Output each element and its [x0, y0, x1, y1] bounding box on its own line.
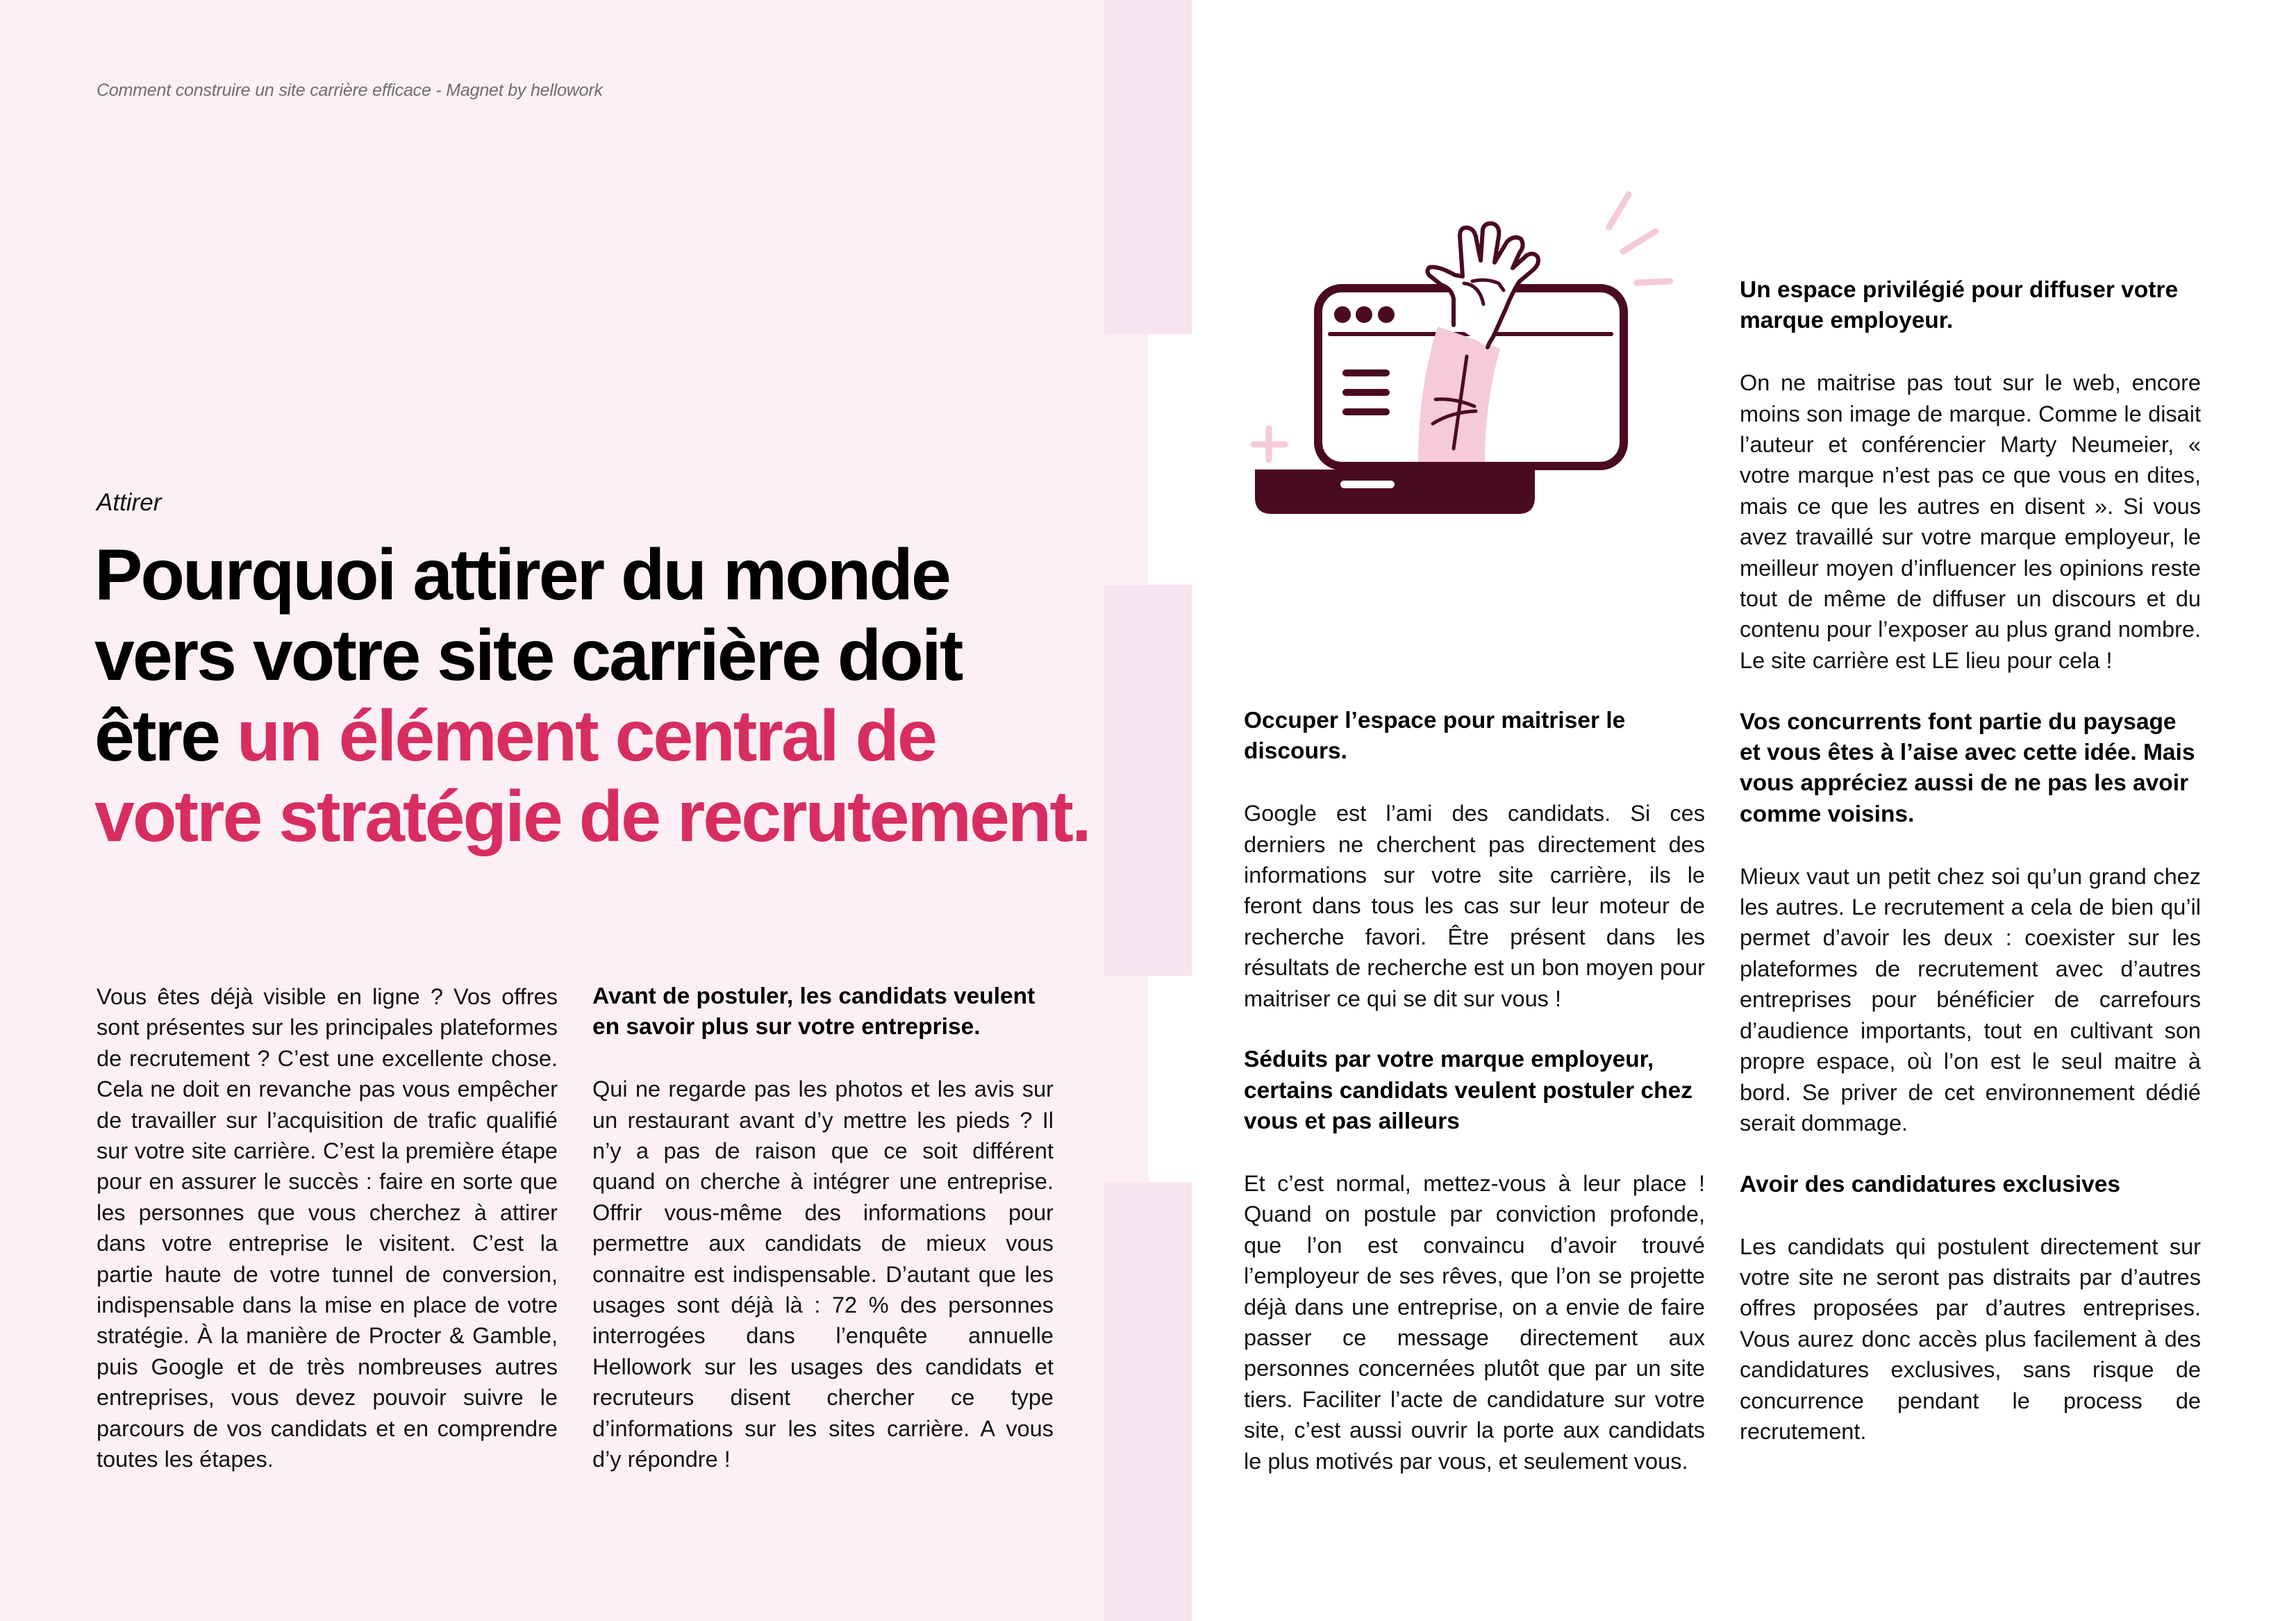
subheading: Un espace privilégié pour diffuser votre marque employeur. — [1740, 277, 2179, 334]
body-paragraph: Mieux vaut un petit chez soi qu’un grand chez les autres. Le recrutement a cela de bien qu’il permet d’avoir les deux : coexister sur les plateformes de recrutement avec d’autres entreprises pour bénéficier de carrefours d’audience importants, tout en cultivant son propre espace, où l’on est le seul maitre à bord. Se priver de cet environnement dédié serait dommage. — [1740, 863, 2201, 1136]
body-paragraph: Vous êtes déjà visible en ligne ? Vos offres sont présentes sur les principales plateformes de recrutement ? C’est une excellente chose. Cela ne doit en revanche pas vous empêcher de travailler sur l’acquisition de trafic qualifié sur votre site carrière. C’est la première étape pour en assurer le succès : faire en sorte que les personnes que vous cherchez à attirer dans votre entreprise le visitent. C’est la partie haute de votre tunnel de conversion, indispensable dans la mise en place de votre stratégie. À la manière de Procter & Gamble, puis Google et de très nombreuses autres entreprises, vous devez pouvoir suivre le parcours de vos candidats et en comprendre toutes les étapes. — [97, 984, 558, 1472]
page-title — [94, 535, 1101, 857]
subheading: Occuper l’espace pour maitriser le discours. — [1244, 708, 1626, 765]
decorative-strip — [1104, 1182, 1192, 1621]
running-header: Comment construire un site carrière efficace - Magnet by hellowork — [97, 81, 603, 100]
laptop-with-waving-hand-icon — [1243, 160, 1688, 611]
subheading: Séduits par votre marque employeur, certains candidats veulent postuler chez vous et pas ailleurs — [1244, 1047, 1693, 1135]
subheading: Vos concurrents font partie du paysage et vous êtes à l’aise avec cette idée. Mais vous appréciez aussi de ne pas les avoir comme voisins. — [1740, 708, 2195, 827]
subheading: Avant de postuler, les candidats veulent en savoir plus sur votre entreprise. — [592, 983, 1035, 1040]
subheading: Avoir des candidatures exclusives — [1740, 1171, 2121, 1197]
text-column-3 — [1244, 706, 1705, 1477]
text-column-1 — [97, 981, 558, 1475]
body-paragraph: Google est l’ami des candidats. Si ces derniers ne cherchent pas directement des informations sur votre site carrière, ils le feront dans tous les cas sur leur moteur de recherche favori. Être présent dans les résultats de recherche est un bon moyen pour maitriser ce qui se dit sur vous ! — [1244, 801, 1705, 1011]
body-paragraph: Et c’est normal, mettez-vous à leur place ! Quand on postule par conviction profonde, que l’on est convaincu d’avoir trouvé l’employeur de ses rêves, que l’on se projette déjà dans une entreprise, on a envie de faire passer ce message directement aux personnes concernées plutôt que par un site tiers. Faciliter l’acte de candidature sur votre site, c’est aussi ouvrir la porte aux candidats le plus motivés par vous, et seulement vous. — [1244, 1171, 1705, 1474]
section-kicker: Attirer — [97, 489, 162, 516]
text-column-2 — [592, 981, 1054, 1474]
body-paragraph: Qui ne regarde pas les photos et les avis sur un restaurant avant d’y mettre les pieds ? Il n’y a pas de raison que ce soit différent quand on cherche à intégrer une entreprise. Offrir vous-même des informations pour permettre aux candidats de mieux vous connaitre est indispensable. D’autant que les usages sont déjà là : 72 % des personnes interrogées dans l’enquête annuelle Hellowork sur les usages des candidats et recruteurs disent chercher ce type d’informations sur les sites carrière. A vous d’y répondre ! — [592, 1076, 1054, 1472]
body-paragraph: On ne maitrise pas tout sur le web, encore moins son image de marque. Comme le disait l’auteur et conférencier Marty Neumeier, « votre marque n’est pas ce que vous en dites, mais ce que les autres en disent ». Si vous avez travaillé sur votre marque employeur, le meilleur moyen d’influencer les opinions reste tout de même de diffuser un discours et du contenu pour l’exposer au plus grand nombre. Le site carrière est LE lieu pour cela ! — [1740, 370, 2201, 673]
decorative-strip — [1104, 585, 1192, 976]
body-paragraph: Les candidats qui postulent directement sur votre site ne seront pas distraits par d’autres offres proposées par d’autres entreprises. Vous aurez donc accès plus facilement à des candidatures exclusives, sans risque de concurrence pendant le process de recrutement. — [1740, 1233, 2201, 1444]
title-accent-part: un élément central de votre stratégie de recrutement. — [94, 696, 1090, 857]
title-black-part: Pourquoi attirer du monde vers votre site carrière doit être — [94, 535, 962, 776]
text-column-4 — [1740, 275, 2201, 1447]
decorative-strip — [1104, 0, 1192, 334]
